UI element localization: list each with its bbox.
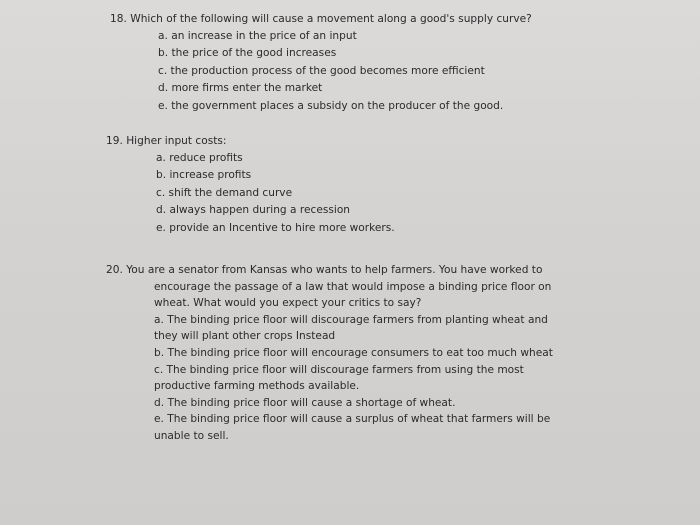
option-e: e. The binding price floor will cause a surplus of wheat that farmers will be xyxy=(154,413,551,426)
option-a: a. an increase in the price of an input xyxy=(158,30,357,42)
option-e: e. provide an Incentive to hire more workers. xyxy=(156,221,395,234)
option-a: a. reduce profits xyxy=(156,152,243,164)
option-d: d. more firms enter the market xyxy=(158,82,323,95)
option-e-continued: unable to sell. xyxy=(154,429,229,442)
question-20 xyxy=(106,262,553,445)
option-d: d. always happen during a recession xyxy=(156,204,351,217)
option-d: d. The binding price floor will cause a shortage of wheat. xyxy=(154,396,456,409)
question-stem-continued: encourage the passage of a law that would impose a binding price floor on xyxy=(154,280,552,293)
option-e: e. the government places a subsidy on the producer of the good. xyxy=(158,99,504,112)
question-18 xyxy=(110,11,532,115)
option-b: b. increase profits xyxy=(156,169,252,182)
option-b: b. The binding price floor will encourage consumers to eat too much wheat xyxy=(154,346,553,359)
question-19 xyxy=(106,133,395,237)
question-stem: 20. You are a senator from Kansas who wants to help farmers. You have worked to xyxy=(106,264,543,276)
question-stem-continued: wheat. What would you expect your critics to say? xyxy=(154,297,422,310)
question-stem: 19. Higher input costs: xyxy=(106,135,227,147)
option-c: c. The binding price floor will discourage farmers from using the most xyxy=(154,363,524,376)
option-a: a. The binding price floor will discourage farmers from planting wheat and xyxy=(154,313,548,326)
option-c: c. the production process of the good becomes more efficient xyxy=(158,64,485,77)
option-c: c. shift the demand curve xyxy=(156,186,293,199)
option-c-continued: productive farming methods available. xyxy=(154,380,360,393)
question-stem: 18. Which of the following will cause a movement along a good's supply curve? xyxy=(110,13,532,25)
option-a-continued: they will plant other crops Instead xyxy=(154,330,336,343)
option-b: b. the price of the good increases xyxy=(158,47,337,60)
